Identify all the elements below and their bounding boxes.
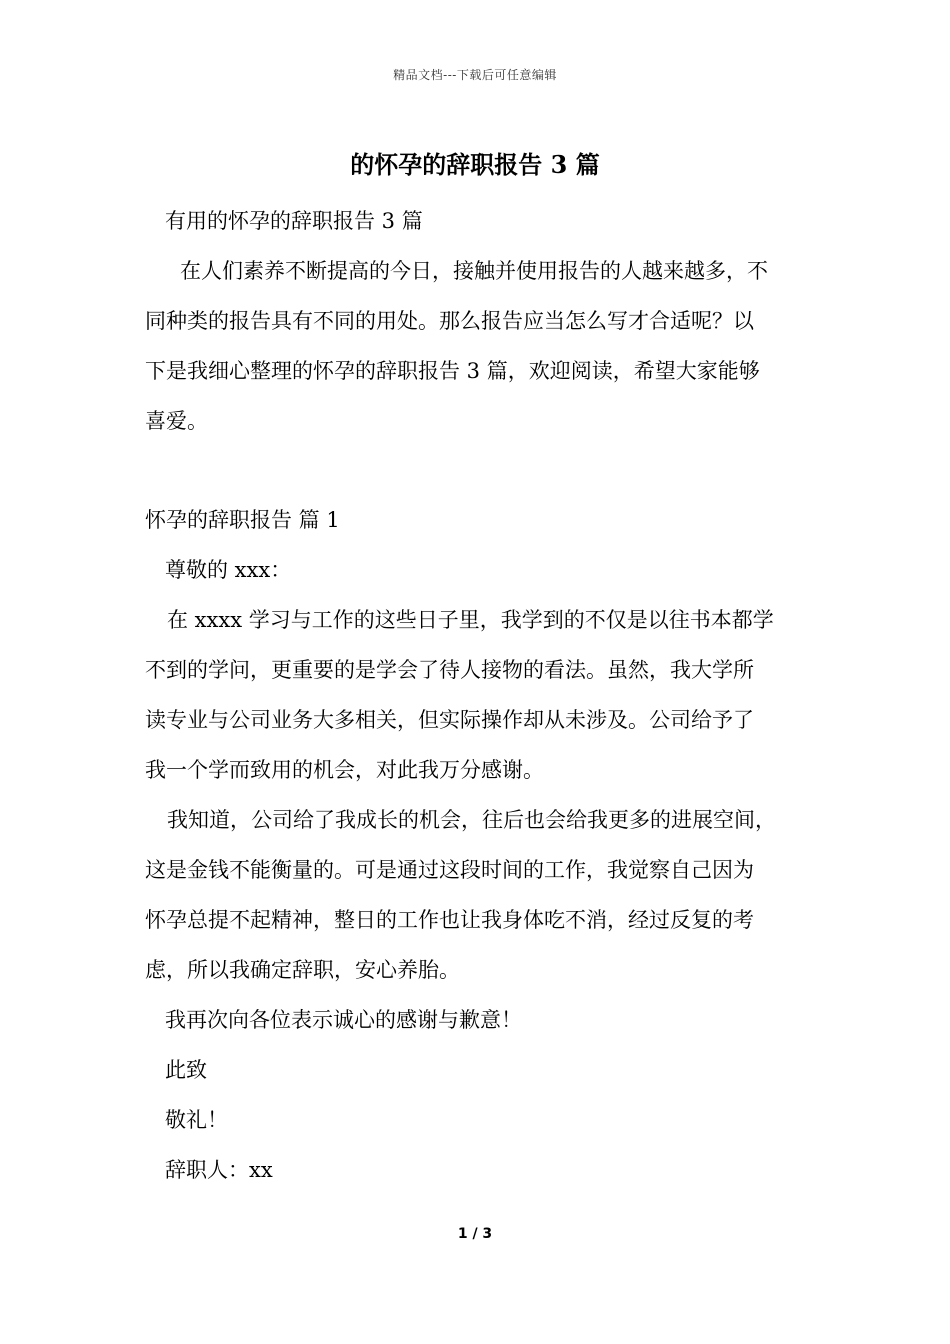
section-heading: 怀孕的辞职报告 篇 1 bbox=[145, 508, 340, 532]
paragraph-line: 在 xxxx 学习与工作的这些日子里，我学到的不仅是以往书本都学 bbox=[167, 608, 774, 632]
page-number: 1 / 3 bbox=[457, 1226, 493, 1242]
paragraph-line: 读专业与公司业务大多相关，但实际操作却从未涉及。公司给予了 bbox=[145, 708, 754, 732]
paragraph-line: 喜爱。 bbox=[145, 409, 208, 433]
paragraph-line: 我再次向各位表示诚心的感谢与歉意！ bbox=[165, 1008, 522, 1032]
subtitle-line: 有用的怀孕的辞职报告 3 篇 bbox=[165, 209, 423, 233]
signature-line: 辞职人：xx bbox=[165, 1158, 273, 1182]
paragraph-line: 下是我细心整理的怀孕的辞职报告 3 篇，欢迎阅读，希望大家能够 bbox=[145, 359, 760, 383]
paragraph-line: 这是金钱不能衡量的。可是通过这段时间的工作，我觉察自己因为 bbox=[145, 858, 754, 882]
paragraph-line: 不到的学问，更重要的是学会了待人接物的看法。虽然，我大学所 bbox=[145, 658, 754, 682]
paragraph-line: 怀孕总提不起精神，整日的工作也让我身体吃不消，经过反复的考 bbox=[145, 908, 754, 932]
paragraph-line: 我知道，公司给了我成长的机会，往后也会给我更多的进展空间， bbox=[167, 808, 776, 832]
closing-line: 此致 bbox=[165, 1058, 207, 1082]
salutation: 尊敬的 xxx： bbox=[165, 558, 292, 582]
document-title: 的怀孕的辞职报告 3 篇 bbox=[350, 150, 600, 179]
paragraph-line: 在人们素养不断提高的今日，接触并使用报告的人越来越多，不 bbox=[180, 259, 768, 283]
paragraph-line: 同种类的报告具有不同的用处。那么报告应当怎么写才合适呢？以 bbox=[145, 309, 754, 333]
paragraph-line: 虑，所以我确定辞职，安心养胎。 bbox=[145, 958, 460, 982]
paragraph-line: 我一个学而致用的机会，对此我万分感谢。 bbox=[145, 758, 544, 782]
page-header: 精品文档---下载后可任意编辑 bbox=[393, 68, 557, 82]
closing-line: 敬礼！ bbox=[165, 1108, 228, 1132]
